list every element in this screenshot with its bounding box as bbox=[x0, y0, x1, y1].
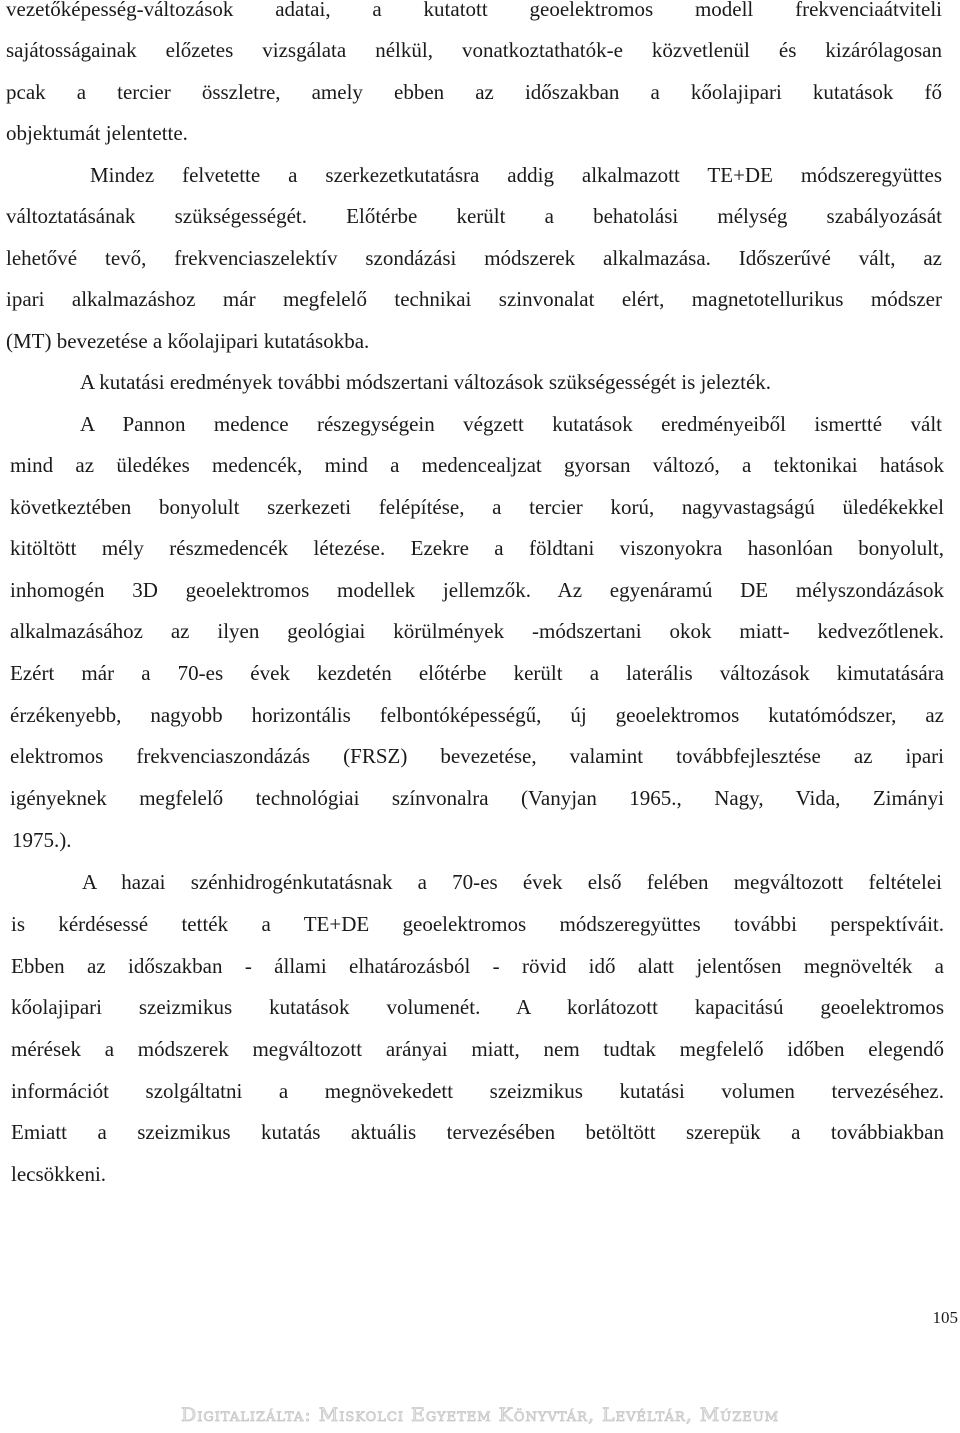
text-line: objektumát jelentette. bbox=[6, 121, 188, 145]
text-line: igényeknek megfelelő technológiai színvonalra (Vanyjan 1965., Nagy, Vida, Zimányi bbox=[10, 786, 944, 810]
text-line: kitöltött mély részmedencék létezése. Ezekre a földtani viszonyokra hasonlóan bonyolult, bbox=[10, 536, 944, 560]
text-line: mérések a módszerek megváltozott arányai miatt, nem tudtak megfelelő időben elegendő bbox=[11, 1037, 944, 1061]
text-line: alkalmazásához az ilyen geológiai körülmények -módszertani okok miatt- kedvezőtlenek. bbox=[10, 619, 944, 643]
text-line: 1975.). bbox=[12, 828, 72, 852]
text-line: változtatásának szükségességét. Előtérbe került a behatolási mélység szabályozását bbox=[6, 204, 942, 228]
text-line: A kutatási eredmények további módszertani változások szükségességét is jelezték. bbox=[80, 370, 772, 394]
text-line: ipari alkalmazáshoz már megfelelő technikai szinvonalat elért, magnetotellurikus módszer bbox=[6, 287, 942, 311]
text-line: sajátosságainak előzetes vizsgálata nélkül, vonatkoztathatók-e közvetlenül és kizárólagosan bbox=[6, 38, 942, 62]
text-line: vezetőképesség-változások adatai, a kutatott geoelektromos modell frekvenciaátviteli bbox=[6, 0, 942, 21]
text-line: következtében bonyolult szerkezeti felépítése, a tercier korú, nagyvastagságú üledékekkel bbox=[10, 495, 944, 519]
text-line: kőolajipari szeizmikus kutatások volumenét. A korlátozott kapacitású geoelektromos bbox=[11, 995, 944, 1019]
text-line: pcak a tercier összletre, amely ebben az időszakban a kőolajipari kutatások fő bbox=[6, 80, 942, 104]
page-number: 105 bbox=[932, 1308, 958, 1327]
text-line: elektromos frekvenciaszondázás (FRSZ) bevezetése, valamint továbbfejlesztése az ipari bbox=[10, 744, 944, 768]
text-line: A Pannon medence részegységein végzett kutatások eredményeiből ismertté vált bbox=[80, 412, 942, 436]
text-line: mind az üledékes medencék, mind a medencealjzat gyorsan változó, a tektonikai hatások bbox=[10, 453, 944, 477]
text-line: információt szolgáltatni a megnövekedett szeizmikus kutatási volumen tervezéséhez. bbox=[11, 1079, 944, 1103]
text-line: Ebben az időszakban - állami elhatározásból - rövid idő alatt jelentősen megnövelték a bbox=[11, 954, 944, 978]
text-line: Ezért már a 70-es évek kezdetén előtérbe került a laterális változások kimutatására bbox=[10, 661, 944, 685]
text-line: lecsökkeni. bbox=[11, 1162, 107, 1186]
text-line: inhomogén 3D geoelektromos modellek jellemzők. Az egyenáramú DE mélyszondázások bbox=[10, 578, 944, 602]
text-line: lehetővé tevő, frekvenciaszelektív szondázási módszerek alkalmazása. Időszerűvé vált, az bbox=[6, 246, 942, 270]
text-line: Mindez felvetette a szerkezetkutatásra addig alkalmazott TE+DE módszeregyüttes bbox=[90, 163, 942, 187]
text-line: is kérdésessé tették a TE+DE geoelektromos módszeregyüttes további perspektíváit. bbox=[11, 912, 944, 936]
text-line: (MT) bevezetése a kőolajipari kutatásokba. bbox=[6, 329, 370, 353]
text-line: A hazai szénhidrogénkutatásnak a 70-es évek első felében megváltozott feltételei bbox=[82, 870, 942, 894]
text-line: Emiatt a szeizmikus kutatás aktuális tervezésében betöltött szerepük a továbbiakban bbox=[11, 1120, 944, 1144]
digitization-watermark: Digitalizálta: Miskolci Egyetem Könyvtár, Levéltár, Múzeum bbox=[180, 1404, 780, 1426]
text-line: érzékenyebb, nagyobb horizontális felbontóképességű, új geoelektromos kutatómódszer, az bbox=[10, 703, 944, 727]
